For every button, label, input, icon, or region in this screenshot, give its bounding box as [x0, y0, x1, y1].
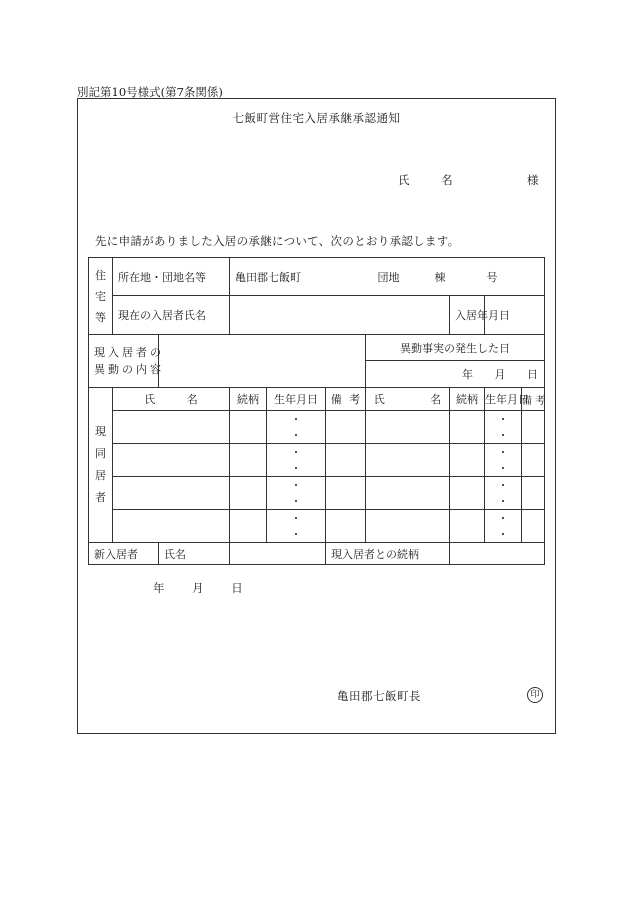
- cohabitant-row: ・ ・ ・ ・: [89, 510, 545, 543]
- current-resident-value: [230, 296, 450, 335]
- relation-to-resident-value: [450, 543, 545, 565]
- change-content-label: 現入居者の 異動の内容: [89, 335, 159, 388]
- move-in-date-label: 入居年月日: [450, 296, 485, 335]
- location-label: 所在地・団地名等: [113, 258, 230, 296]
- current-resident-label: 現在の入居者氏名: [113, 296, 230, 335]
- cohabitant-row: ・ ・ ・ ・: [89, 477, 545, 510]
- housing-section-label: 住 宅 等: [89, 258, 113, 335]
- occurrence-date-label: 異動事実の発生した日: [366, 335, 545, 361]
- recipient-name-label: 氏 名: [398, 173, 467, 187]
- document-title: 七飯町営住宅入居承継承認通知: [232, 111, 401, 125]
- tou-label: 棟: [434, 270, 446, 284]
- col-name-left: 氏 名: [113, 388, 230, 411]
- change-content-value: [159, 335, 366, 388]
- cohabitant-row: ・ ・ ・ ・: [89, 411, 545, 444]
- danchi-label: 団地: [377, 270, 400, 284]
- col-remarks-left: 備 考: [326, 388, 366, 411]
- col-relation-left: 続柄: [230, 388, 267, 411]
- occurrence-date-value: 年 月 日: [366, 361, 545, 388]
- col-birthdate-right: 生年月日: [485, 388, 522, 411]
- new-resident-name-value: [230, 543, 326, 565]
- relation-to-resident-label: 現入居者との続柄: [326, 543, 450, 565]
- col-name-right: 氏 名: [366, 388, 450, 411]
- new-resident-label: 新入居者: [89, 543, 159, 565]
- issue-date: 年 月 日: [153, 581, 243, 595]
- recipient-honorific: 様: [527, 173, 539, 187]
- cohabitants-section-label: 現 同 居 者: [89, 388, 113, 543]
- cohabitant-row: ・ ・ ・ ・: [89, 444, 545, 477]
- col-birthdate-left: 生年月日: [267, 388, 326, 411]
- location-value: 亀田郡七飯町: [235, 270, 301, 284]
- form-caption: 別記第10号様式(第7条関係): [77, 85, 223, 99]
- location-value-cell: [230, 258, 545, 296]
- approval-statement: 先に申請がありました入居の承継について、次のとおり承認します。: [95, 234, 460, 248]
- col-remarks-right: 備 考: [522, 388, 545, 411]
- approval-table: [88, 257, 545, 565]
- issuer-name: 亀田郡七飯町長: [337, 689, 421, 703]
- seal-icon: 印: [527, 687, 543, 703]
- col-relation-right: 続柄: [450, 388, 485, 411]
- gou-label: 号: [486, 270, 498, 284]
- new-resident-name-label: 氏名: [159, 543, 230, 565]
